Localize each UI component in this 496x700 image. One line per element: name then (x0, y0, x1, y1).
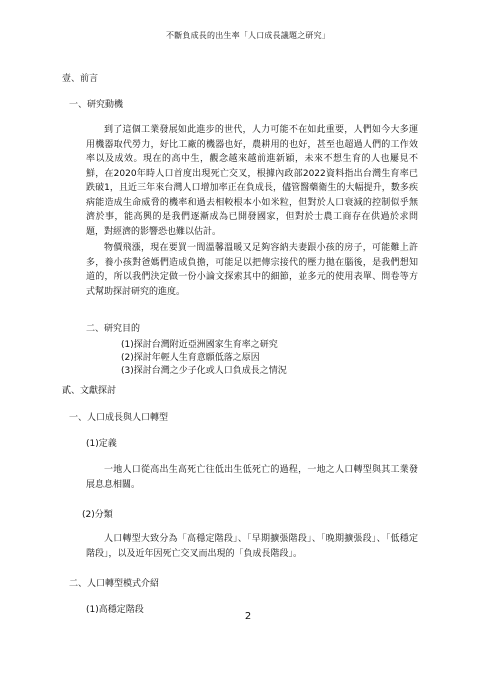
subheading-research-motivation: 一、研究動機 (69, 100, 124, 110)
paragraph-definition: 一地人口從高出生高死亡往低出生低死亡的過程，一地之人口轉型與其工業發展息息相關。 (86, 465, 418, 490)
objectives-list (121, 339, 287, 378)
paragraph-classification: 人口轉型大致分為「高穩定階段」、「早期擴張階段」、「晚期擴張段」、「低穩定階段」，以及近年因死亡交叉而出現的「負成長階段」。 (86, 534, 418, 559)
paragraph-motivation-2: 物價飛漲，現在要買一間溫馨溫暖又足夠容納夫妻跟小孩的房子，可能難上許多，養小孩對爸媽們造成負擔，可能足以把傳宗接代的壓力拋在腦後，是我們想知道的，所以我們決定做一份小論文探索其中的細節，並多元的使用表單、問卷等方式幫助探討研究的進度。 (86, 243, 418, 297)
objective-item: (2)探討年輕人生育意願低落之原因 (121, 353, 260, 363)
page-number: 2 (244, 611, 252, 622)
objective-item: (3)探討台灣之少子化或人口負成長之情況 (121, 366, 287, 376)
section-heading-preface: 壹、前言 (62, 74, 99, 84)
subheading-high-stable-stage: (1)高穩定階段 (86, 605, 144, 615)
subheading-definition: (1)定義 (86, 439, 117, 449)
paragraph-motivation-1: 到了這個工業發展如此進步的世代，人力可能不在如此重要，人們如今大多運用機器取代勞力，好比工廠的機器也好，農耕用的也好，甚至也超過人們的工作效率以及成效。現在的高中生，觀念越來越前進新穎，未來不想生育的人也屢見不鮮，在2020年時人口首度出現死亡交叉，根據內政部2022資料指出台灣生育率已跌破1，且近三年來台灣人口增加率正在負成長，儘管醫藥衛生的大幅提升，數多疾病能造成生命威脅的機率和過去相較根本小如米粒，但對於人口衰減的控制似乎無濟於事，能高興的是我們逐漸成為已開發國家，但對於士農工商存在供過於求問題，對經濟的影響恐也難以估計。 (86, 125, 418, 237)
objective-item: (1)探討台灣附近亞洲國家生育率之研究 (121, 340, 278, 350)
subheading-research-purpose: 二、研究目的 (86, 324, 141, 334)
running-header: 不斷負成長的出生率「人口成長議題之研究」 (166, 31, 330, 40)
section-heading-literature-review: 貳、文獻探討 (62, 386, 117, 396)
subheading-transition-models: 二、人口轉型模式介紹 (69, 579, 160, 589)
subheading-classification: (2)分類 (82, 510, 113, 520)
subheading-population-growth: 一、人口成長與人口轉型 (69, 413, 169, 423)
